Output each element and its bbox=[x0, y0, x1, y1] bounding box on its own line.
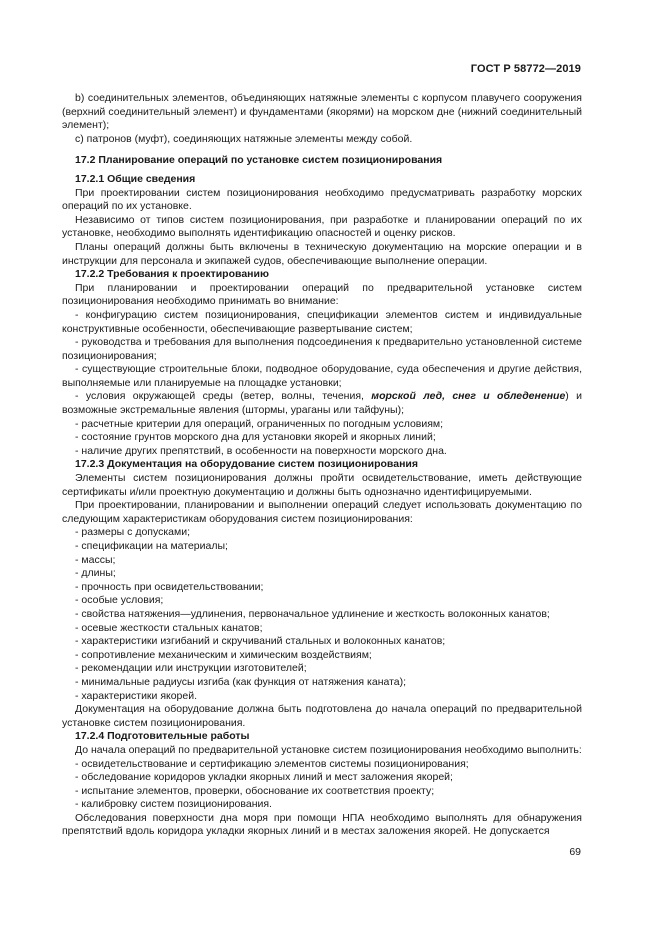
list-item: - прочность при освидетельствовании; bbox=[75, 580, 264, 593]
list-item: - обследование коридоров укладки якорных линий и мест заложения якорей; bbox=[75, 771, 453, 784]
list-item: - особые условия; bbox=[75, 594, 164, 607]
section-17-2-1-title: 17.2.1 Общие сведения bbox=[75, 172, 196, 185]
list-item: - сопротивление механическим и химическим воздействиям; bbox=[75, 648, 372, 661]
list-item: - осевые жесткости стальных канатов; bbox=[75, 621, 263, 634]
list-item: - расчетные критерии для операций, ограниченных по погодным условиям; bbox=[75, 417, 444, 430]
list-item: - существующие строительные блоки, подводное оборудование, суда обеспечения и другие действия, выполняемые или планируемые на площадке установки; bbox=[62, 363, 582, 389]
paragraph: При планировании и проектировании операций по предварительной установке систем позиционирования необходимо принимать во внимание: bbox=[62, 281, 582, 308]
list-item: - массы; bbox=[75, 553, 116, 566]
section-17-2-4-title: 17.2.4 Подготовительные работы bbox=[75, 730, 250, 743]
paragraph: Элементы систем позиционирования должны пройти освидетельствование, иметь действующие сертификаты и/или проектную документацию и должны быть однозначно идентифицируемыми. bbox=[62, 472, 582, 498]
paragraph: При проектировании, планировании и выполнении операций следует использовать документацию по следующим характеристикам оборудования систем позиционирования: bbox=[62, 499, 582, 525]
env-text-post: ) и возможные экстремальные явления (штормы, ураганы или тайфуны); bbox=[62, 390, 582, 417]
section-17-2-3-title: 17.2.3 Документация на оборудование систем позиционирования bbox=[75, 458, 419, 471]
section-17-2-title: 17.2 Планирование операций по установке систем позиционирования bbox=[75, 154, 443, 167]
list-item: - конфигурацию систем позиционирования, спецификации элементов систем и индивидуальные конструктивные особенности, обеспечивающие развертывание систем; bbox=[62, 308, 582, 335]
list-item: - освидетельствование и сертификацию элементов системы позиционирования; bbox=[75, 757, 469, 770]
list-item: - руководства и требования для выполнения подсоединения к предварительно установленной системе позиционирования; bbox=[62, 336, 582, 362]
env-text-pre: - условия окружающей среды (ветер, волны, течения, bbox=[75, 390, 372, 403]
list-item: - спецификации на материалы; bbox=[75, 540, 228, 552]
paragraph: Независимо от типов систем позиционирования, при разработке и планировании операций по их установке, необходимо выполнять идентификацию опасностей и оценку рисков. bbox=[62, 213, 582, 240]
paragraph: Обследования поверхности дна моря при помощи НПА необходимо выполнять для обнаружения препятствий вдоль коридора укладки якорных линий и в местах заложения якорей. Не допускается bbox=[62, 811, 582, 838]
list-item-c: c) патронов (муфт), соединяющих натяжные элементы между собой. bbox=[75, 132, 413, 145]
list-item: - состояние грунтов морского дна для установки якорей и якорных линий; bbox=[75, 431, 436, 444]
paragraph: Планы операций должны быть включены в техническую документацию на морские операции и в инструкции для персонала и экипажей судов, обеспечивающие выполнение операции. bbox=[62, 240, 582, 267]
paragraph: До начала операций по предварительной установке систем позиционирования необходимо выполнить: bbox=[75, 743, 582, 756]
list-item: - наличие других препятствий, в особенности на поверхности морского дна. bbox=[75, 444, 447, 457]
list-item: - калибровку систем позиционирования. bbox=[75, 798, 272, 811]
list-item: - размеры с допусками; bbox=[75, 526, 191, 539]
paragraph: Документация на оборудование должна быть подготовлена до начала операций по предварительной установке систем позиционирования. bbox=[62, 703, 582, 729]
list-item: - характеристики изгибаний и скручиваний стальных и волоконных канатов; bbox=[75, 635, 446, 648]
list-item: - характеристики якорей. bbox=[75, 689, 198, 702]
list-item-environment bbox=[62, 390, 582, 417]
list-item-b: b) соединительных элементов, объединяющих натяжные элементы с корпусом плавучего сооружения (верхний соединительный элемент) и фундаментами (якорями) на морском дне (нижний соединительный элемент); bbox=[62, 92, 582, 132]
page-number: 69 bbox=[569, 846, 581, 858]
section-17-2-2-title: 17.2.2 Требования к проектированию bbox=[75, 268, 269, 281]
page-content bbox=[62, 92, 582, 839]
env-text-emphasis: морской лед, снег и обледенение bbox=[371, 390, 566, 403]
list-item: - испытание элементов, проверки, обоснование их соответствия проекту; bbox=[75, 784, 435, 797]
list-item: - свойства натяжения—удлинения, первоначальное удлинение и жесткость волоконных канатов; bbox=[75, 607, 550, 620]
standard-header: ГОСТ Р 58772—2019 bbox=[470, 63, 581, 75]
list-item: - рекомендации или инструкции изготовителей; bbox=[75, 662, 307, 675]
list-item: - минимальные радиусы изгиба (как функция от натяжения каната); bbox=[75, 675, 407, 688]
paragraph: При проектировании систем позиционирования необходимо предусматривать разработку морских операций по их установке. bbox=[62, 186, 582, 213]
list-item: - длины; bbox=[75, 567, 116, 580]
